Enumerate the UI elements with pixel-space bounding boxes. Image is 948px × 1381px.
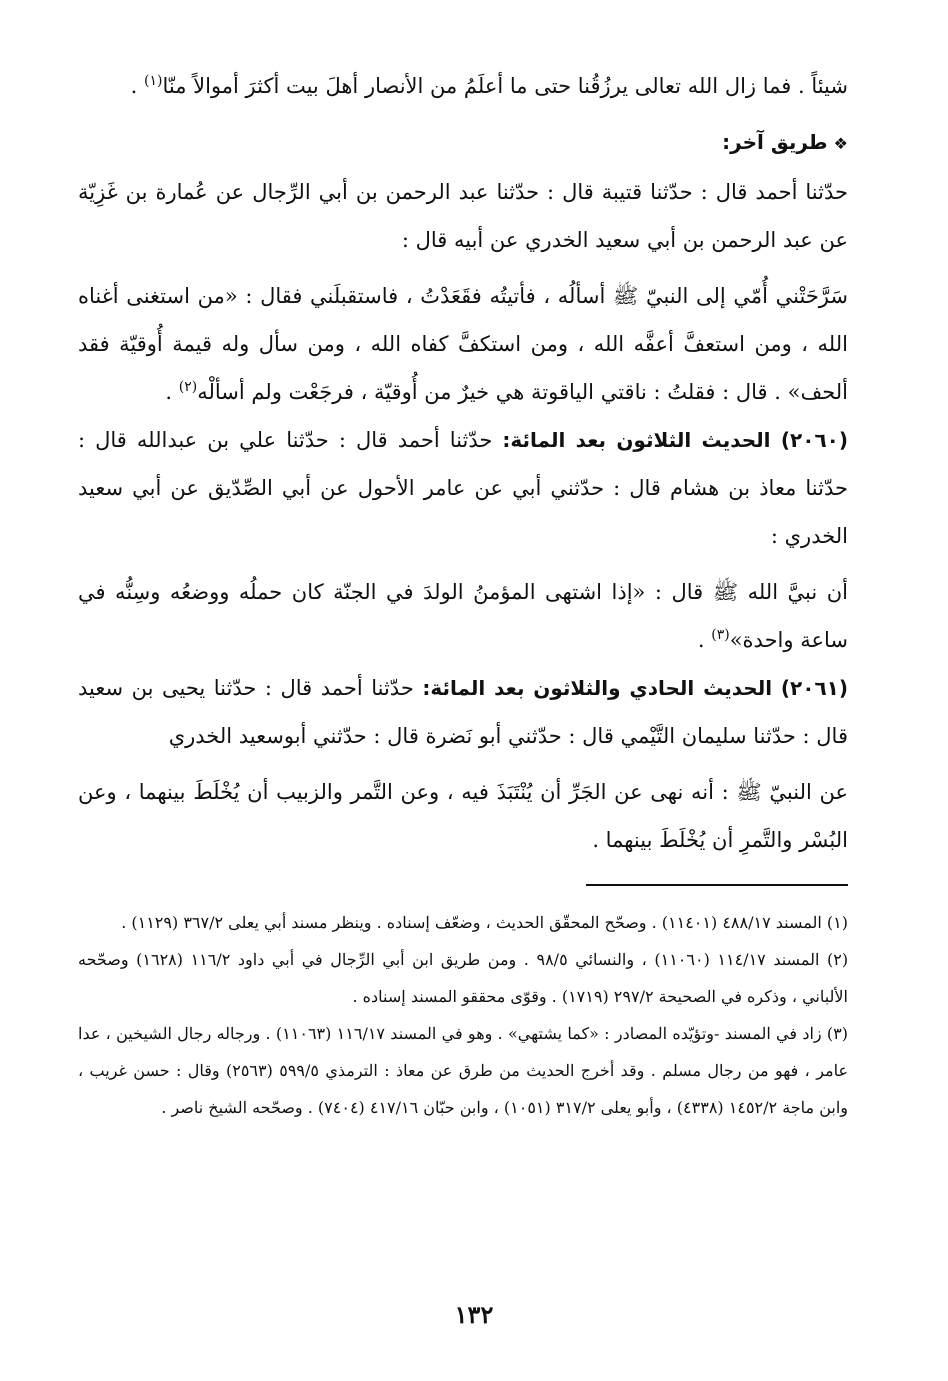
alt-path-heading-line	[78, 118, 848, 168]
footnote-3: (٣) زاد في المسند -وتؤيّده المصادر : «كما يشتهي» . وهو في المسند ١١٦/١٧ (١١٠٦٣) . ورجاله رجال الشيخين ، عدا عامر ، فهو من رجال مسلم . وقد أخرج الحديث من طرق عن معاذ : الترمذي ٥٩٩/٥ (٢٥٦٣) وقال : حسن غريب ، وابن ماجة ١٤٥٢/٢ (٤٣٣٨) ، وأبو يعلى ٣١٧/٢ (١٠٥١) ، وابن حبّان ٤١٧/١٦ (٧٤٠٤) . وصحّحه الشيخ ناصر .	[78, 1024, 849, 1117]
page-content	[78, 62, 848, 1126]
footnote-ref-2[interactable]: (٢)	[178, 379, 198, 395]
main-text	[78, 62, 848, 864]
hadith-2060-chain: حدّثنا أحمد قال : حدّثنا علي بن عبدالله قال : حدّثنا معاذ بن هشام قال : حدّثني أبي عن عامر الأحول عن أبي الصِّدّيق عن أبي سعيد الخدري :	[78, 428, 848, 548]
footnote-ref-3[interactable]: (٣)	[711, 627, 730, 643]
footnote-1: (١) المسند ٤٨٨/١٧ (١١٤٠١) . وصحّح المحقّق الحديث ، وضعّف إسناده . وينظر مسند أبي يعلى ٣٦٧/٢ (١١٢٩) .	[121, 913, 848, 932]
paragraph-1	[78, 62, 848, 110]
footnote-divider	[586, 884, 848, 886]
hadith-2060-heading: (٢٠٦٠) الحديث الثلاثون بعد المائة:	[502, 428, 848, 452]
paragraph-5: عن النبيّ ﷺ : أنه نهى عن الجَرِّ أن يُنْتَبَذَ فيه ، وعن التَّمر والزبيب أن يُخْلَطَ بينهما ، وعن البُسْر والتَّمرِ أن يُخْلَطَ بينهما .	[78, 780, 848, 852]
footnote-ref-1[interactable]: (١)	[144, 73, 163, 89]
paragraph-4-tail: .	[697, 628, 712, 652]
page-number: ١٣٢	[454, 1300, 494, 1329]
paragraph-3	[78, 272, 848, 416]
hadith-2060	[78, 416, 848, 560]
paragraph-3-tail: .	[165, 380, 179, 404]
paragraph-4	[78, 568, 848, 664]
paragraph-2: حدّثنا أحمد قال : حدّثنا قتيبة قال : حدّثنا عبد الرحمن بن أبي الرِّجال عن عُمارة بن غَزِيّة عن عبد الرحمن بن أبي سعيد الخدري عن أبيه قال :	[78, 180, 848, 252]
diamond-bullet-icon: ❖	[833, 134, 848, 153]
paragraph-3-text: سَرَّحَتْني أُمّي إلى النبيّ ﷺ أسألُه ، فأتيتُه فقَعَدْتُ ، فاستقبلَني فقال : «من استغنى أغناه الله ، ومن استعفَّ أعفَّه الله ، ومن استكفَّ كفاه الله ، ومن سأل وله قيمة أُوقيّة فقد ألحف» . قال : فقلتُ : ناقتي الياقوتة هي خيرٌ من أُوقيّة ، فرجَعْت ولم أسألْه	[78, 284, 848, 404]
hadith-2061-chain: حدّثنا أحمد قال : حدّثنا يحيى بن سعيد قال : حدّثنا سليمان التَّيْمي قال : حدّثني أبو نَضرة قال : حدّثني أبوسعيد الخدري	[78, 676, 848, 748]
paragraph-1-tail: .	[130, 74, 144, 98]
hadith-2061	[78, 664, 848, 760]
paragraph-1-text: شيئاً . فما زال الله تعالى يرزُقُنا حتى ما أعلَمُ من الأنصار أهلَ بيت أكثرَ أموالاً منّا	[162, 74, 848, 98]
paragraph-4-text: أن نبيَّ الله ﷺ قال : «إذا اشتهى المؤمنُ الولدَ في الجنّة كان حملُه ووضعُه وسِنُّه في ساعة واحدة»	[78, 580, 848, 652]
alt-path-heading: طريق آخر:	[722, 130, 828, 154]
footnote-2: (٢) المسند ١١٤/١٧ (١١٠٦٠) ، والنسائي ٩٨/٥ . ومن طريق ابن أبي الرِّجال في أبي داود ١١٦/٢ (١٦٢٨) وصحّحه الألباني ، وذكره في الصحيحة ٢٩٧/٢ (١٧١٩) . وقوّى محققو المسند إسناده .	[78, 950, 849, 1006]
hadith-2061-heading: (٢٠٦١) الحديث الحادي والثلاثون بعد المائة:	[422, 676, 849, 700]
footnotes	[78, 904, 848, 1126]
